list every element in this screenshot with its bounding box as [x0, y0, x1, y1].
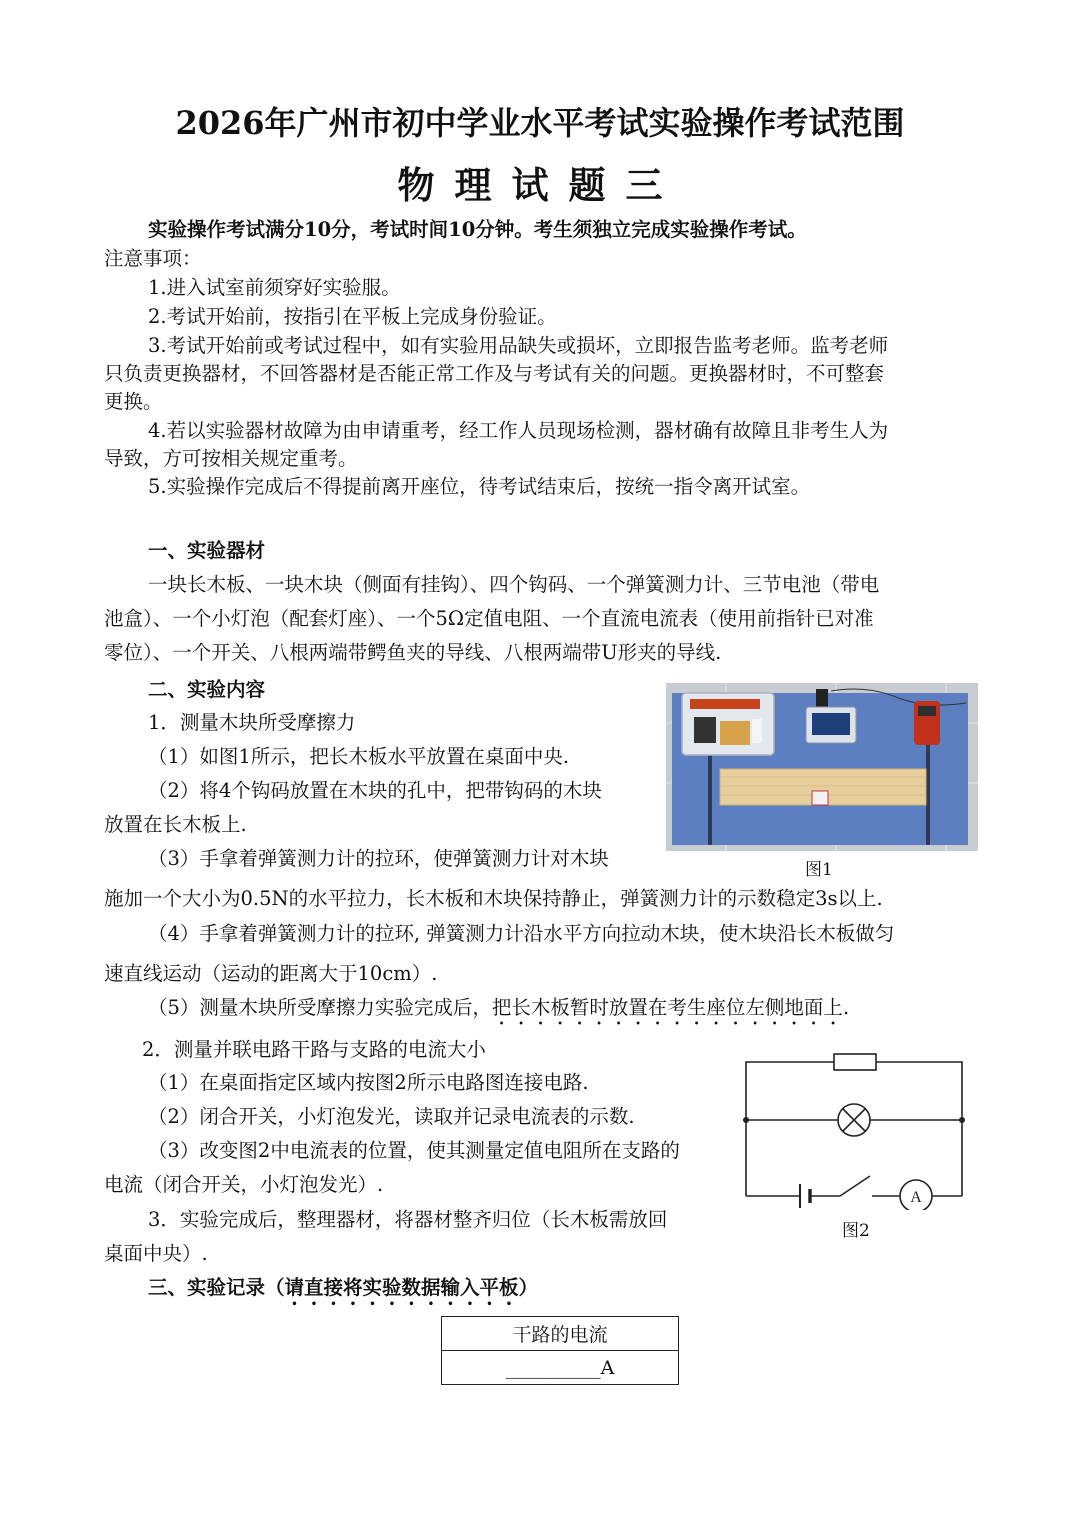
note-2: 2.考试开始前，按指引在平板上完成身份验证。 — [148, 305, 557, 328]
note-5: 5.实验操作完成后不得提前离开座位，待考试结束后，按统一指令离开试室。 — [148, 475, 811, 498]
note-3-line-2: 只负责更换器材，不回答器材是否能正常工作及与考试有关的问题。更换器材时，不可整套 — [104, 362, 885, 385]
record-table — [441, 1316, 679, 1385]
equipment-line-2: 池盒）、一个小灯泡（配套灯座）、一个5Ω定值电阻、一个直流电流表（使用前指针已对准 — [104, 607, 874, 630]
figure-1-photo — [666, 683, 978, 851]
task-1-step-2-line-1: （2）将4个钩码放置在木块的孔中，把带钩码的木块 — [148, 779, 602, 802]
section-3-heading — [148, 1274, 538, 1310]
record-table-header-row — [442, 1317, 679, 1351]
figure-1-caption: 图1 — [805, 860, 833, 880]
section-2-heading: 二、实验内容 — [148, 678, 266, 701]
task-2-step-2: （2）闭合开关，小灯泡发光，读取并记录电流表的示数. — [148, 1105, 635, 1128]
wire-left-top — [746, 1062, 834, 1196]
task-1-step-3-line-2: 施加一个大小为0.5N的水平拉力，长木板和木块保持静止，弹簧测力计的示数稳定3s以上. — [104, 887, 883, 910]
wire-right — [876, 1062, 962, 1196]
equipment-line-1: 一块长木板、一块木块（侧面有挂钩）、四个钩码、一个弹簧测力计、三节电池（带电 — [148, 573, 880, 596]
figure-2-caption: 图2 — [842, 1221, 870, 1241]
task-2-step-3-line-2: 电流（闭合开关，小灯泡发光）. — [104, 1173, 384, 1196]
task-1-step-5-emphasis: 把长木板暂时放置在考生座位左侧地面上 — [491, 996, 843, 1019]
record-table-header: 干路的电流 — [442, 1317, 679, 1351]
notes-heading: 注意事项： — [104, 247, 202, 270]
note-4-line-1: 4.若以实验器材故障为由申请重考，经工作人员现场检测，器材确有故障且非考生人为 — [148, 419, 889, 442]
task-3-line-1: 3．实验完成后，整理器材，将器材整齐归位（长木板需放回 — [148, 1208, 668, 1231]
document-subtitle: 物理试题三 — [397, 163, 683, 207]
note-4-line-2: 导致，方可按相关规定重考。 — [104, 447, 358, 470]
record-table-value-row — [442, 1351, 679, 1385]
figure-2-circuit — [738, 1048, 970, 1210]
ammeter-photo — [812, 713, 850, 735]
equipment-line-3: 零位）、一个开关、八根两端带鳄鱼夹的导线、八根两端带U形夹的导线. — [104, 641, 722, 664]
task-1-step-2-line-2: 放置在长木板上. — [104, 813, 247, 836]
section-3-heading-pre: 三、实验记录（ — [148, 1276, 285, 1299]
intro-text: 实验操作考试满分10分，考试时间10分钟。考生须独立完成实验操作考试。 — [148, 218, 807, 241]
document-title: 2026年广州市初中学业水平考试实验操作考试范围 — [175, 104, 905, 142]
task-1-step-5-post: . — [842, 996, 850, 1019]
note-3-line-1: 3.考试开始前或考试过程中，如有实验用品缺失或损坏，立即报告监考老师。监考老师 — [148, 334, 889, 357]
section-3-heading-post: ） — [518, 1276, 539, 1299]
task-1-step-5 — [148, 994, 849, 1030]
task-1-step-5-pre: （5）测量木块所受摩擦力实验完成后， — [148, 996, 492, 1019]
resistor-symbol — [834, 1054, 876, 1070]
section-3-heading-emphasis: 请直接将实验数据输入平板 — [284, 1276, 519, 1299]
note-3-line-3: 更换。 — [104, 390, 163, 413]
section-1-heading: 一、实验器材 — [148, 539, 266, 562]
main-current-field[interactable] — [442, 1351, 679, 1385]
task-2-step-3-line-1: （3）改变图2中电流表的位置，使其测量定值电阻所在支路的 — [148, 1139, 680, 1162]
main-current-unit: A — [600, 1356, 615, 1379]
task-1-step-4-line-2: 速直线运动（运动的距离大于10cm）. — [104, 962, 438, 985]
task-1-step-3-line-1: （3）手拿着弹簧测力计的拉环，使弹簧测力计对木块 — [148, 847, 609, 870]
task-3-line-2: 桌面中央）. — [104, 1242, 208, 1265]
task-2-step-1: （1）在桌面指定区域内按图2所示电路图连接电路. — [148, 1071, 589, 1094]
task-2-title: 2．测量并联电路干路与支路的电流大小 — [142, 1038, 486, 1061]
main-current-blank: __________ — [505, 1356, 601, 1379]
ammeter-label: A — [910, 1189, 922, 1206]
task-1-title: 1．测量木块所受摩擦力 — [148, 711, 356, 734]
task-1-step-4-line-1: （4）手拿着弹簧测力计的拉环, 弹簧测力计沿水平方向拉动木块，使木块沿长木板做匀 — [148, 922, 895, 945]
task-1-step-1: （1）如图1所示，把长木板水平放置在桌面中央. — [148, 745, 570, 768]
switch-symbol — [840, 1176, 870, 1196]
note-1: 1.进入试室前须穿好实验服。 — [148, 276, 401, 299]
